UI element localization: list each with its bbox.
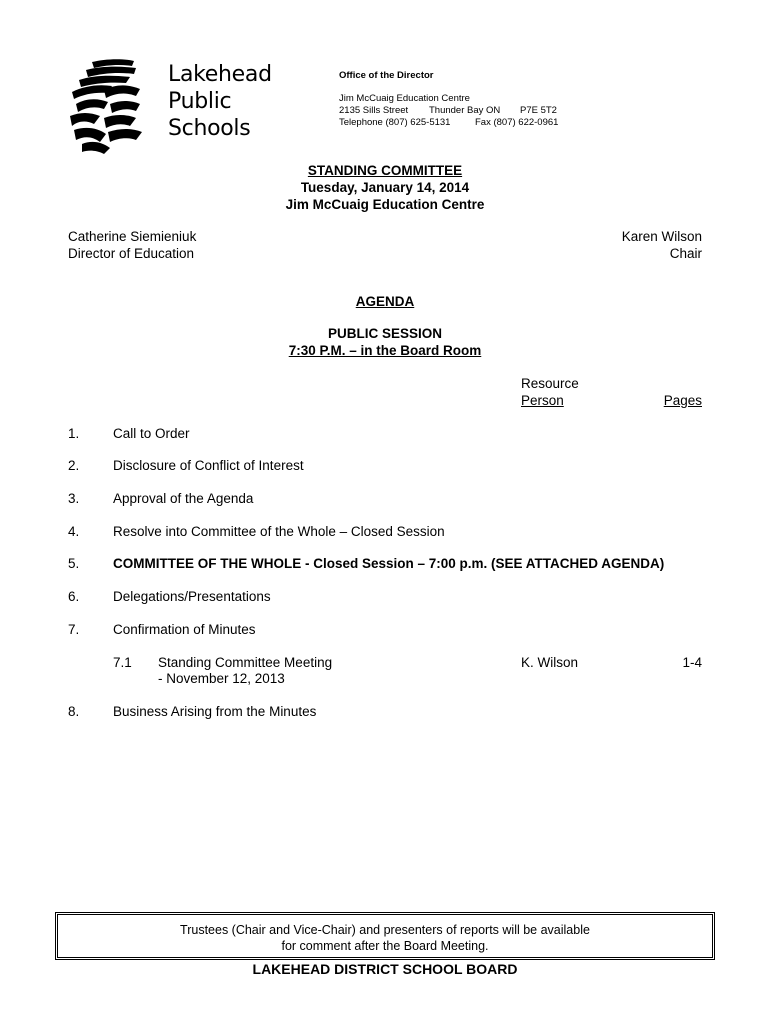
chair-block	[622, 228, 702, 262]
logo-word-public: Public	[168, 89, 232, 114]
logo-word-schools: Schools	[168, 116, 251, 141]
agenda-item-text: Approval of the Agenda	[113, 491, 254, 506]
agenda-item-number: 2.	[68, 458, 80, 473]
office-street-row	[339, 105, 558, 117]
agenda-subitem-title: Standing Committee Meeting	[158, 655, 333, 670]
agenda-item-text-closed-session: COMMITTEE OF THE WHOLE - Closed Session – 7:00 p.m. (SEE ATTACHED AGENDA)	[113, 556, 665, 571]
footer-notice-line1: Trustees (Chair and Vice-Chair) and presenters of reports will be available	[180, 923, 590, 937]
agenda-item-number: 7.	[68, 622, 80, 637]
logo-word-lakehead: Lakehead	[168, 62, 272, 87]
agenda-subitem-pages: 1-4	[682, 655, 702, 670]
office-address-block	[339, 70, 558, 129]
session-time: 7:30 P.M. – in the Board Room	[288, 343, 482, 358]
director-role: Director of Education	[68, 246, 195, 261]
col-resource-line1: Resource	[521, 376, 579, 391]
office-centre: Jim McCuaig Education Centre	[339, 93, 470, 104]
agenda-subitem-resource: K. Wilson	[521, 655, 579, 670]
agenda-subitem-number: 7.1	[113, 655, 132, 670]
footer-notice-line2: for comment after the Board Meeting.	[281, 939, 489, 953]
agenda-item-number: 4.	[68, 524, 80, 539]
office-street: 2135 Sills Street	[339, 105, 409, 116]
col-pages: Pages	[663, 393, 702, 408]
office-heading: Office of the Director	[339, 70, 434, 81]
office-city: Thunder Bay ON	[429, 105, 501, 116]
chair-role: Chair	[669, 246, 702, 261]
agenda-item-text: Resolve into Committee of the Whole – Closed Session	[113, 524, 445, 539]
agenda-item-number: 3.	[68, 491, 80, 506]
meeting-location: Jim McCuaig Education Centre	[285, 197, 485, 212]
office-fax: Fax (807) 622-0961	[475, 117, 559, 128]
board-name: LAKEHEAD DISTRICT SCHOOL BOARD	[252, 961, 518, 977]
agenda-item-number: 5.	[68, 556, 80, 571]
agenda-item-number: 1.	[68, 426, 80, 441]
office-telephone: Telephone (807) 625-5131	[339, 117, 451, 128]
agenda-item-number: 6.	[68, 589, 80, 604]
agenda-item-text: Call to Order	[113, 426, 190, 441]
agenda-item-text: Business Arising from the Minutes	[113, 704, 317, 719]
agenda-heading: AGENDA	[355, 294, 415, 309]
chair-name: Karen Wilson	[621, 229, 702, 244]
director-block	[68, 228, 196, 262]
office-phone-row	[339, 117, 558, 129]
session-heading: PUBLIC SESSION	[327, 326, 443, 341]
meeting-date: Tuesday, January 14, 2014	[300, 180, 470, 195]
agenda-subitem-date: - November 12, 2013	[158, 671, 285, 686]
meeting-title: STANDING COMMITTEE	[307, 163, 463, 178]
footer-notice-text	[58, 922, 712, 954]
agenda-item-text: Confirmation of Minutes	[113, 622, 256, 637]
director-name: Catherine Siemieniuk	[68, 229, 197, 244]
footer-notice-box	[55, 912, 715, 960]
office-postal: P7E 5T2	[520, 105, 557, 116]
lakehead-logo	[64, 56, 279, 156]
col-resource-line2: Person	[521, 393, 564, 408]
agenda-item-text: Delegations/Presentations	[113, 589, 271, 604]
logo-brushstroke-icon	[64, 56, 164, 156]
agenda-item-text: Disclosure of Conflict of Interest	[113, 458, 304, 473]
agenda-item-number: 8.	[68, 704, 80, 719]
